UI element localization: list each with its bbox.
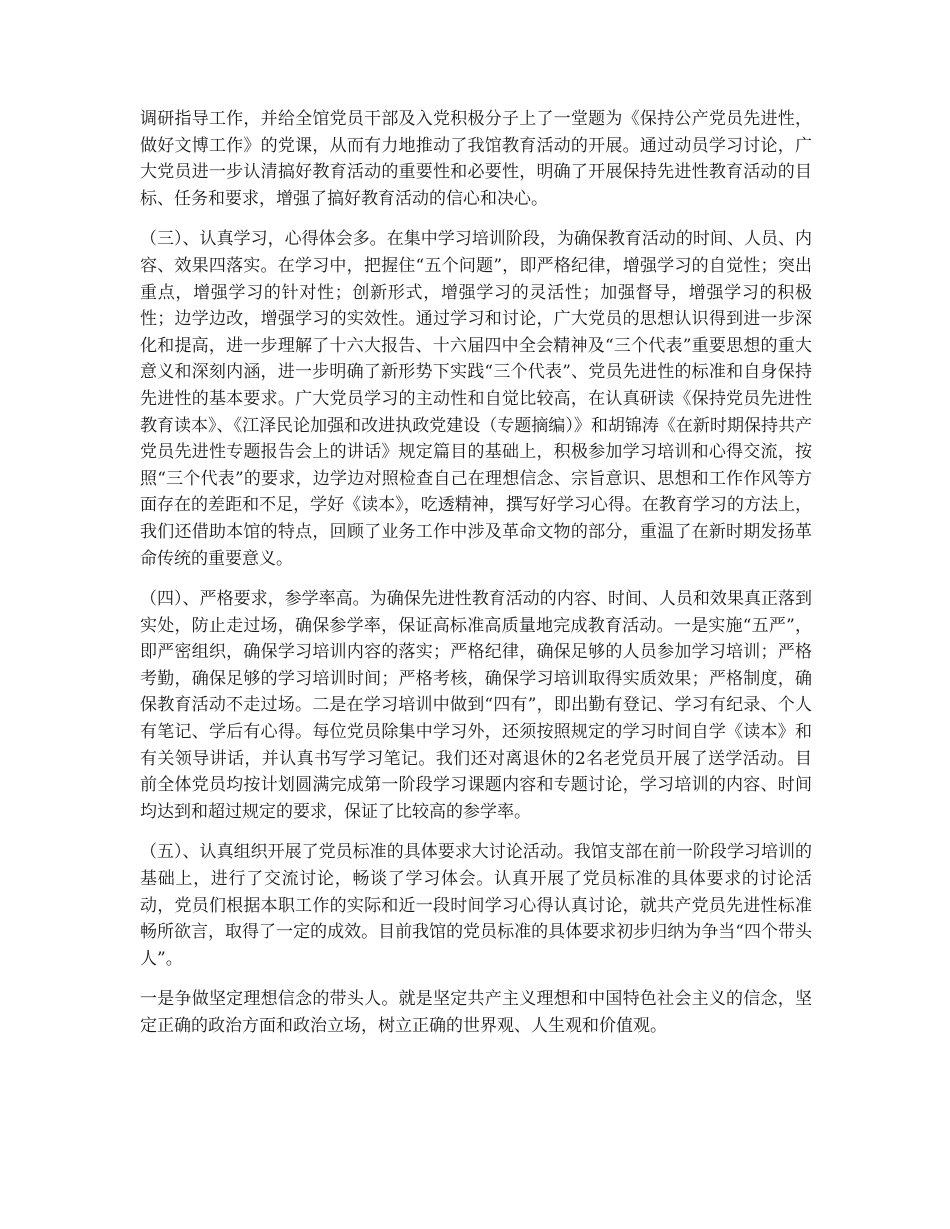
paragraph-2: （三）、认真学习，心得体会多。在集中学习培训阶段，为确保教育活动的时间、人员、内容、效果四落实。在学习中，把握住“五个问题”，即严格纪律，增强学习的自觉性；突出重点，增强学习的针对性；创新形式，增强学习的灵活性；加强督导，增强学习的积极性；边学边改，增强学习的实效性。通过学习和讨论，广大党员的思想认识得到进一步深化和提高，进一步理解了十六大报告、十六届四中全会精神及“三个代表”重要思想的重大意义和深刻内涵，进一步明确了新形势下实践“三个代表”、党员先进性的标准和自身保持先进性的基本要求。广大党员学习的主动性和自觉比较高，在认真研读《保持党员先进性教育读本》、《江泽民论加强和改进执政党建设（专题摘编）》和胡锦涛《在新时期保持共产党员先进性专题报告会上的讲话》规定篇目的基础上，积极参加学习培训和心得交流，按照“三个代表”的要求，边学边对照检查自己在理想信念、宗旨意识、思想和工作作风等方面存在的差距和不足，学好《读本》，吃透精神，撰写好学习心得。在教育学习的方法上，我们还借助本馆的特点，回顾了业务工作中涉及革命文物的部分，重温了在新时期发扬革命传统的重要意义。 <box>140 229 812 569</box>
paragraph-3: （四）、严格要求，参学率高。为确保先进性教育活动的内容、时间、人员和效果真正落到实处，防止走过场，确保参学率，保证高标准高质量地完成教育活动。一是实施“五严”，即严密组织，确保学习培训内容的落实；严格纪律，确保足够的人员参加学习培训；严格考勤，确保足够的学习培训时间；严格考核，确保学习培训取得实质效果；严格制度，确保教育活动不走过场。二是在学习培训中做到“四有”，即出勤有登记、学习有纪录、个人有笔记、学后有心得。每位党员除集中学习外，还须按照规定的学习时间自学《读本》和有关领导讲话，并认真书写学习笔记。我们还对离退休的2名老党员开展了送学活动。目前全体党员均按计划圆满完成第一阶段学习课题内容和专题讨论，学习培训的内容、时间均达到和超过规定的要求，保证了比较高的参学率。 <box>140 589 812 822</box>
paragraph-4: （五）、认真组织开展了党员标准的具体要求大讨论活动。我馆支部在前一阶段学习培训的基础上，进行了交流讨论，畅谈了学习体会。认真开展了党员标准的具体要求的讨论活动，党员们根据本职工作的实际和近一段时间学习心得认真讨论，就共产党员先进性标准畅所欲言，取得了一定的成效。目前我馆的党员标准的具体要求初步归纳为争当“四个带头人”。 <box>140 842 812 969</box>
paragraph-1: 调研指导工作，并给全馆党员干部及入党积极分子上了一堂题为《保持公产党员先进性，做好文博工作》的党课，从而有力地推动了我馆教育活动的开展。通过动员学习讨论，广大党员进一步认清搞好教育活动的重要性和必要性，明确了开展保持先进性教育活动的目标、任务和要求，增强了搞好教育活动的信心和决心。 <box>140 109 812 209</box>
paragraph-5: 一是争做坚定理想信念的带头人。就是坚定共产主义理想和中国特色社会主义的信念，坚定正确的政治方面和政治立场，树立正确的世界观、人生观和价值观。 <box>140 989 812 1036</box>
